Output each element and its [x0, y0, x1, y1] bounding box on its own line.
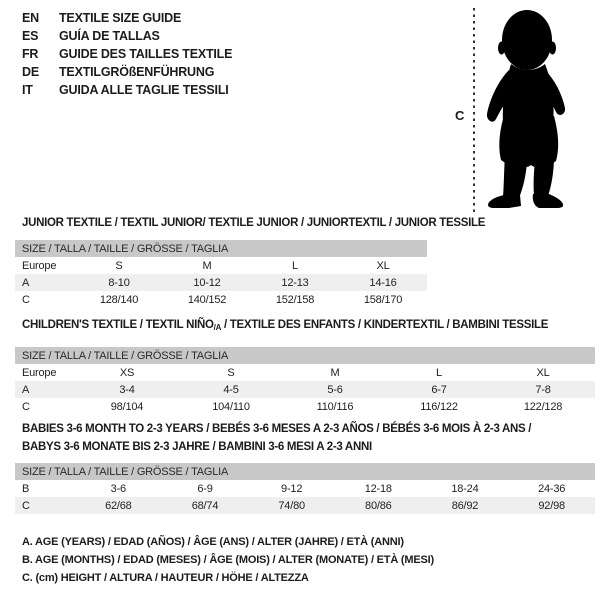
language-code: ES [22, 29, 39, 43]
footnote-b: B. AGE (MONTHS) / EDAD (MESES) / ÂGE (MOIS) / ALTER (MONATE) / ETÀ (MESI) [22, 554, 434, 566]
children-table-title [22, 319, 548, 332]
size-value-cell: 68/74 [162, 497, 249, 514]
size-value-cell: XL [376, 259, 390, 272]
size-value-cell: 128/140 [99, 293, 139, 306]
children-size-table [15, 347, 595, 415]
height-measure-label: C [455, 108, 465, 123]
size-value-cell: 12-18 [364, 482, 392, 495]
size-value-cell: 10-12 [163, 274, 251, 291]
size-value-cell: S [227, 366, 235, 379]
language-code: EN [22, 11, 39, 25]
list-item [22, 27, 232, 45]
size-value-cell: S [115, 259, 123, 272]
table-row [15, 381, 595, 398]
footnotes [22, 533, 434, 587]
size-value-cell: 4-5 [179, 381, 283, 398]
language-code: IT [22, 83, 33, 97]
table-row [15, 240, 427, 257]
size-value-cell: 8-10 [75, 274, 163, 291]
row-label-cell: A [15, 381, 75, 398]
junior-size-table [15, 240, 427, 308]
table-row [15, 463, 595, 480]
table-row [15, 257, 427, 274]
size-value-cell: 24-36 [538, 482, 566, 495]
junior-table-title: JUNIOR TEXTILE / TEXTIL JUNIOR/ TEXTILE JUNIOR / JUNIORTEXTIL / JUNIOR TESSILE [22, 217, 486, 229]
size-value-cell: 6-7 [387, 381, 491, 398]
size-value-cell: 3-4 [75, 381, 179, 398]
language-title: GUIDE DES TAILLES TEXTILE [59, 47, 233, 61]
size-value-cell: 7-8 [491, 381, 595, 398]
footnote-c: C. (cm) HEIGHT / ALTURA / HAUTEUR / HÖHE / ALTEZZA [22, 572, 309, 584]
language-title: TEXTILGRÖßENFÜHRUNG [59, 65, 215, 79]
size-value-cell: 104/110 [212, 400, 250, 413]
size-value-cell: 9-12 [281, 482, 303, 495]
table-row [15, 398, 595, 415]
size-value-cell: 110/116 [316, 400, 354, 413]
size-value-cell: 158/170 [363, 293, 403, 306]
size-value-cell: M [330, 366, 340, 379]
size-value-cell: 12-13 [251, 274, 339, 291]
table-row [15, 497, 595, 514]
row-label-cell: A [15, 274, 75, 291]
row-label-cell: Europe [22, 366, 57, 379]
size-value-cell: 116/122 [420, 400, 458, 413]
size-value-cell: 5-6 [283, 381, 387, 398]
size-value-cell: M [202, 259, 212, 272]
row-label-cell: C [22, 400, 30, 413]
children-title-prefix: CHILDREN'S TEXTILE / TEXTIL NIÑO [22, 319, 214, 331]
size-band-header: SIZE / TALLA / TAILLE / GRÖSSE / TAGLIA [15, 240, 427, 257]
size-value-cell: 18-24 [451, 482, 479, 495]
table-row [15, 480, 595, 497]
size-value-cell: 92/98 [508, 497, 595, 514]
size-value-cell: 14-16 [339, 274, 427, 291]
row-label-cell: C [15, 497, 75, 514]
size-value-cell: L [292, 259, 298, 272]
size-value-cell: 122/128 [523, 400, 563, 413]
table-row [15, 347, 595, 364]
size-value-cell: 74/80 [248, 497, 335, 514]
list-item [22, 63, 232, 81]
size-band-header: SIZE / TALLA / TAILLE / GRÖSSE / TAGLIA [15, 347, 595, 364]
table-row [15, 274, 427, 291]
size-value-cell: 86/92 [422, 497, 509, 514]
language-title-list [22, 9, 232, 99]
footnote-a: A. AGE (YEARS) / EDAD (AÑOS) / ÂGE (ANS) / ALTER (JAHRE) / ETÀ (ANNI) [22, 536, 404, 548]
size-value-cell: 3-6 [110, 482, 126, 495]
language-title: GUIDA ALLE TAGLIE TESSILI [59, 83, 229, 97]
babies-table-title [22, 420, 587, 456]
language-code: FR [22, 47, 39, 61]
children-title-subscript: /A [213, 323, 222, 332]
babies-title-line1: BABIES 3-6 MONTH TO 2-3 YEARS / BEBÉS 3-6 MESES A 2-3 AÑOS / BÉBÉS 3-6 MOIS À 2-3 ANS / [22, 423, 532, 435]
size-value-cell: 140/152 [187, 293, 227, 306]
size-value-cell: XS [119, 366, 135, 379]
size-value-cell: 62/68 [75, 497, 162, 514]
size-value-cell: 98/104 [110, 400, 144, 413]
language-code: DE [22, 65, 39, 79]
table-row [15, 291, 427, 308]
babies-size-table [15, 463, 595, 514]
language-title: TEXTILE SIZE GUIDE [59, 11, 182, 25]
size-value-cell: 6-9 [197, 482, 213, 495]
row-label-cell: Europe [22, 259, 57, 272]
list-item [22, 81, 232, 99]
baby-figure-area [450, 3, 600, 215]
row-label-cell: B [22, 482, 30, 495]
size-value-cell: 80/86 [335, 497, 422, 514]
table-row [15, 364, 595, 381]
list-item [22, 9, 232, 27]
children-title-suffix: / TEXTILE DES ENFANTS / KINDERTEXTIL / BAMBINI TESSILE [221, 319, 549, 331]
list-item [22, 45, 232, 63]
size-band-header: SIZE / TALLA / TAILLE / GRÖSSE / TAGLIA [15, 463, 595, 480]
babies-title-line2: BABYS 3-6 MONATE BIS 2-3 JAHRE / BAMBINI 3-6 MESI A 2-3 ANNI [22, 441, 372, 453]
size-value-cell: XL [536, 366, 550, 379]
height-measure-dotted-line [473, 8, 475, 212]
baby-silhouette-icon [483, 8, 573, 208]
size-value-cell: L [436, 366, 442, 379]
size-value-cell: 152/158 [275, 293, 315, 306]
language-title: GUÍA DE TALLAS [59, 29, 160, 43]
row-label-cell: C [22, 293, 30, 306]
